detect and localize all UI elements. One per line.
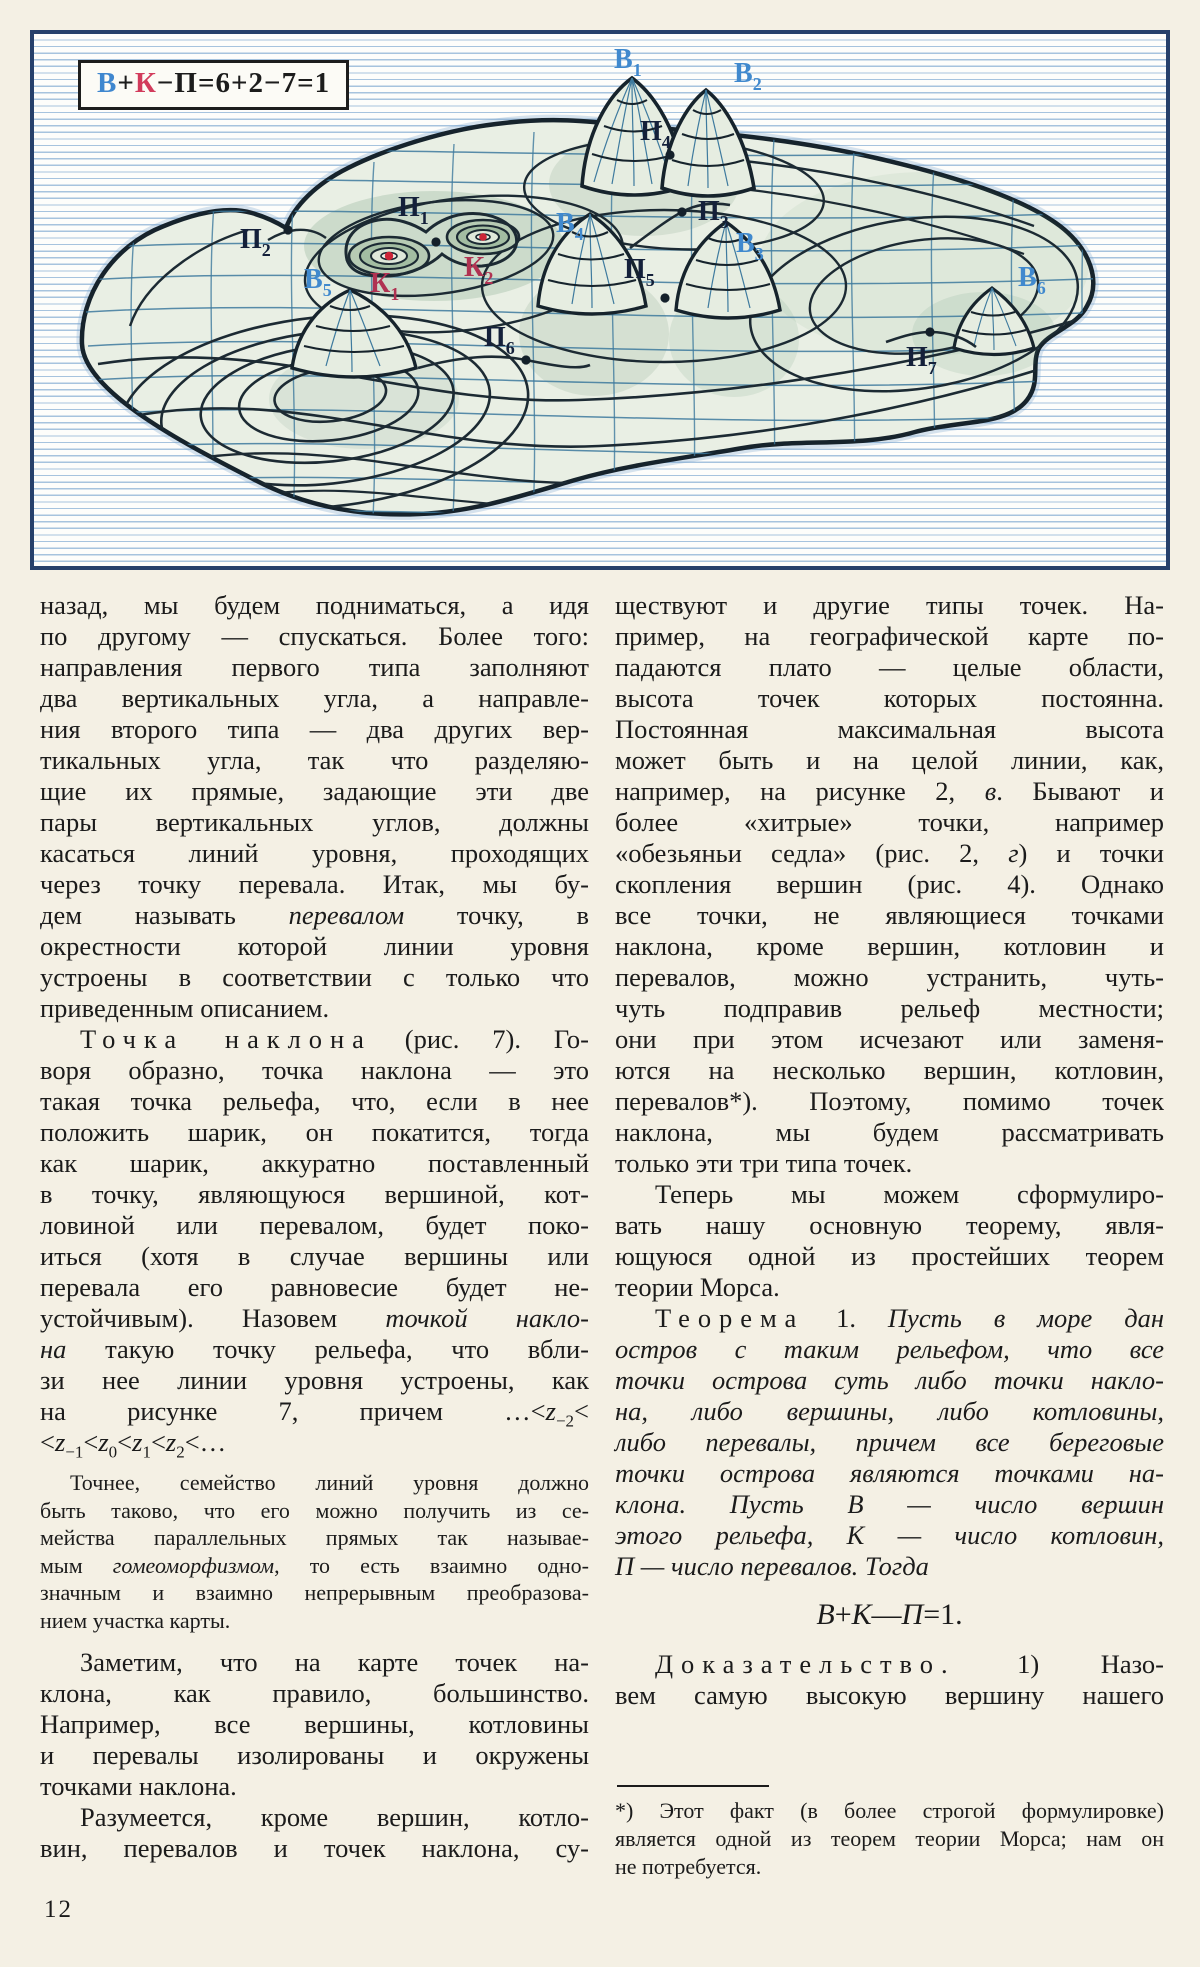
label-basin-K1: $К_1$ — [370, 268, 400, 304]
pass-dot-P7 — [925, 327, 934, 336]
pass-dot-P1 — [431, 237, 440, 246]
text-line: на такую точку рельефа, что вбли- — [40, 1334, 589, 1364]
text-line: Доказательство. 1) Назо- — [655, 1649, 1164, 1679]
text-line: падаются плато — целые области, — [615, 652, 1164, 682]
text-line: ются на несколько вершин, котловин, — [615, 1055, 1164, 1085]
text-line: точки острова суть либо точки накло- — [615, 1365, 1164, 1395]
text-line: высота точек которых постоянна. — [615, 683, 1164, 713]
label-peak-B6: $В_6$ — [1018, 262, 1046, 298]
formula-part-term-K: К — [134, 67, 157, 99]
text-line: направления первого типа заполняют — [40, 652, 589, 682]
label-pass-P4: $П_4$ — [640, 116, 671, 152]
paragraph — [615, 1649, 1164, 1711]
text-line: в точку, являющуюся вершиной, кот- — [40, 1179, 589, 1209]
paragraph — [40, 1469, 589, 1634]
text-line: на рисунке 7, причем $\dots<z_{-2}<$ — [40, 1396, 589, 1431]
text-line: В+К—П=1. — [816, 1598, 963, 1631]
page-number: 12 — [44, 1896, 73, 1923]
text-line: дем называть перевалом точку, в — [40, 900, 590, 930]
text-line: иться (хотя в случае вершины или — [40, 1241, 589, 1271]
text-line: нием участка карты. — [40, 1607, 231, 1633]
text-line: теории Морса. — [615, 1272, 780, 1302]
pass-dot-P5 — [660, 293, 669, 302]
text-line: мейства параллельных прямых так называе- — [40, 1525, 589, 1550]
text-line: $<z_{-1}<z_0<z_1<z_2<\dots$ — [40, 1427, 227, 1462]
text-line: через точку перевала. Итак, мы бу- — [40, 869, 589, 899]
label-peak-B1: $В_1$ — [614, 44, 642, 80]
text-line: как шарик, аккуратно поставленный — [40, 1148, 589, 1178]
text-line: клона. Пусть В — число вершин — [615, 1489, 1164, 1519]
right-column — [615, 590, 1164, 1881]
text-line: точки острова являются точками на- — [615, 1458, 1164, 1488]
pass-dot-P6 — [521, 355, 530, 364]
label-pass-P6: $П_6$ — [484, 322, 515, 358]
paragraph — [615, 590, 1164, 1179]
paragraph — [40, 1802, 589, 1864]
text-line: Разумеется, кроме вершин, котло- — [80, 1802, 589, 1832]
text-line: такая точка рельефа, что, если в нее — [40, 1086, 589, 1116]
text-line: и перевалы изолированы и окружены — [40, 1740, 589, 1770]
formula-part-rest: −П=6+2−7=1 — [156, 67, 331, 99]
text-line: Точка наклона (рис. 7). Го- — [80, 1024, 589, 1054]
text-line: касаться линий уровня, проходящих — [40, 838, 589, 868]
paragraph — [615, 1785, 1164, 1881]
text-line: Заметим, что на карте точек на- — [80, 1647, 589, 1677]
label-pass-P7: $П_7$ — [906, 342, 937, 378]
left-column — [40, 590, 589, 1881]
text-line: *) Этот факт (в более строгой формулировке) — [615, 1798, 1164, 1823]
pass-dot-P3 — [677, 207, 686, 216]
label-peak-B4: $В_4$ — [556, 208, 584, 244]
text-line: не потребуется. — [615, 1854, 762, 1879]
text-line: либо перевалы, причем все береговые — [615, 1427, 1164, 1457]
formula-part-term-B: В — [97, 67, 118, 99]
pass-dot-P2 — [283, 225, 292, 234]
text-line: зи нее линии уровня устроены, как — [40, 1365, 589, 1395]
label-pass-P2: $П_2$ — [240, 224, 271, 260]
text-line: значным и взаимно непрерывным преобразова- — [40, 1580, 589, 1605]
text-line: по другому — спускаться. Более того: — [40, 621, 589, 651]
paragraph — [40, 1647, 589, 1802]
text-line: чуть подправив рельеф местности; — [615, 993, 1164, 1023]
text-line: вать нашу основную теорему, явля- — [615, 1210, 1164, 1240]
text-line: только эти три типа точек. — [615, 1148, 913, 1178]
footnote-rule — [617, 1785, 769, 1787]
label-pass-P1: $П_1$ — [398, 192, 429, 228]
euler-formula-box — [78, 60, 349, 110]
text-line: устроены в соответствии с только что — [40, 962, 589, 992]
peak-B2-cone — [662, 90, 754, 196]
text-line: пары вертикальных углов, должны — [40, 807, 589, 837]
text-line: на, либо вершины, либо котловины, — [615, 1396, 1164, 1426]
text-line: перевала его равновесие будет не- — [40, 1272, 589, 1302]
formula-part-op-plus: + — [117, 67, 135, 99]
label-pass-P5: $П_5$ — [624, 254, 655, 290]
paragraph — [615, 1179, 1164, 1303]
paragraph — [40, 1024, 589, 1462]
text-line: вем самую высокую вершину нашего — [615, 1680, 1164, 1710]
paragraph — [615, 1599, 1164, 1630]
text-line: мым гомеоморфизмом, то есть взаимно одно- — [40, 1552, 590, 1578]
text-line: наклона, кроме вершин, котловин и — [615, 931, 1164, 961]
text-line: остров с таким рельефом, что все — [615, 1334, 1164, 1364]
text-line: устойчивым). Назовем точкой накло- — [40, 1303, 589, 1333]
text-line: «обезьяньи седла» (рис. 2, г) и точки — [615, 838, 1164, 868]
text-columns — [40, 590, 1164, 1881]
text-line: вин, перевалов и точек наклона, су- — [40, 1833, 589, 1863]
text-line: Например, все вершины, котловины — [40, 1709, 589, 1739]
text-line: наклона, мы будем рассматривать — [615, 1117, 1164, 1147]
text-line: ния второго типа — два других вер- — [40, 714, 589, 744]
text-line: два вертикальных угла, а направле- — [40, 683, 589, 713]
label-peak-B2: $В_2$ — [734, 58, 762, 94]
text-line: пример, на географической карте по- — [615, 621, 1164, 651]
label-peak-B5: $В_5$ — [304, 264, 332, 300]
text-line: назад, мы будем подниматься, а идя — [40, 590, 589, 620]
text-line: этого рельефа, К — число котловин, — [615, 1520, 1164, 1550]
text-line: перевалов, можно устранить, чуть- — [615, 962, 1164, 992]
label-peak-B3: $В_3$ — [736, 228, 764, 264]
text-line: щие их прямые, задающие эти две — [40, 776, 589, 806]
paragraph — [615, 1303, 1164, 1582]
text-line: тикальных угла, так что разделяю- — [40, 745, 589, 775]
text-line: они при этом исчезают или заменя- — [615, 1024, 1164, 1054]
text-line: Теорема 1. Пусть в море дан — [655, 1303, 1165, 1333]
text-line: окрестности которой линии уровня — [40, 931, 589, 961]
text-line: перевалов*). Поэтому, помимо точек — [615, 1086, 1164, 1116]
text-line: Постоянная максимальная высота — [615, 714, 1164, 744]
label-basin-K2: $К_2$ — [464, 252, 494, 288]
text-line: ществуют и другие типы точек. На- — [615, 590, 1164, 620]
relief-island-figure — [30, 30, 1170, 570]
text-line: точками наклона. — [40, 1771, 237, 1801]
text-line: является одной из теорем теории Морса; нам он — [615, 1826, 1164, 1851]
text-line: положить шарик, он покатится, тогда — [40, 1117, 589, 1147]
label-pass-P3: $П_3$ — [698, 196, 729, 232]
island-illustration — [34, 34, 1166, 566]
text-line: приведенным описанием. — [40, 993, 330, 1023]
text-line: ющуюся одной из простейших теорем — [615, 1241, 1164, 1271]
text-line: скопления вершин (рис. 4). Однако — [615, 869, 1164, 899]
text-line: быть таково, что его можно получить из се- — [40, 1497, 589, 1523]
text-line: например, на рисунке 2, в. Бывают и — [615, 776, 1164, 806]
text-line: воря образно, точка наклона — это — [40, 1055, 589, 1085]
text-line: может быть и на целой линии, как, — [615, 745, 1164, 775]
text-line: клона, как правило, большинство. — [40, 1678, 589, 1708]
text-line: Теперь мы можем сформулиро- — [655, 1179, 1164, 1209]
text-line: П — число перевалов. Тогда — [615, 1551, 929, 1581]
text-line: ловиной или перевалом, будет поко- — [40, 1210, 589, 1240]
text-line: Точнее, семейство линий уровня должно — [70, 1470, 589, 1495]
paragraph — [40, 590, 589, 1024]
text-line: все точки, не являющиеся точками — [615, 900, 1164, 930]
text-line: более «хитрые» точки, например — [615, 807, 1164, 837]
